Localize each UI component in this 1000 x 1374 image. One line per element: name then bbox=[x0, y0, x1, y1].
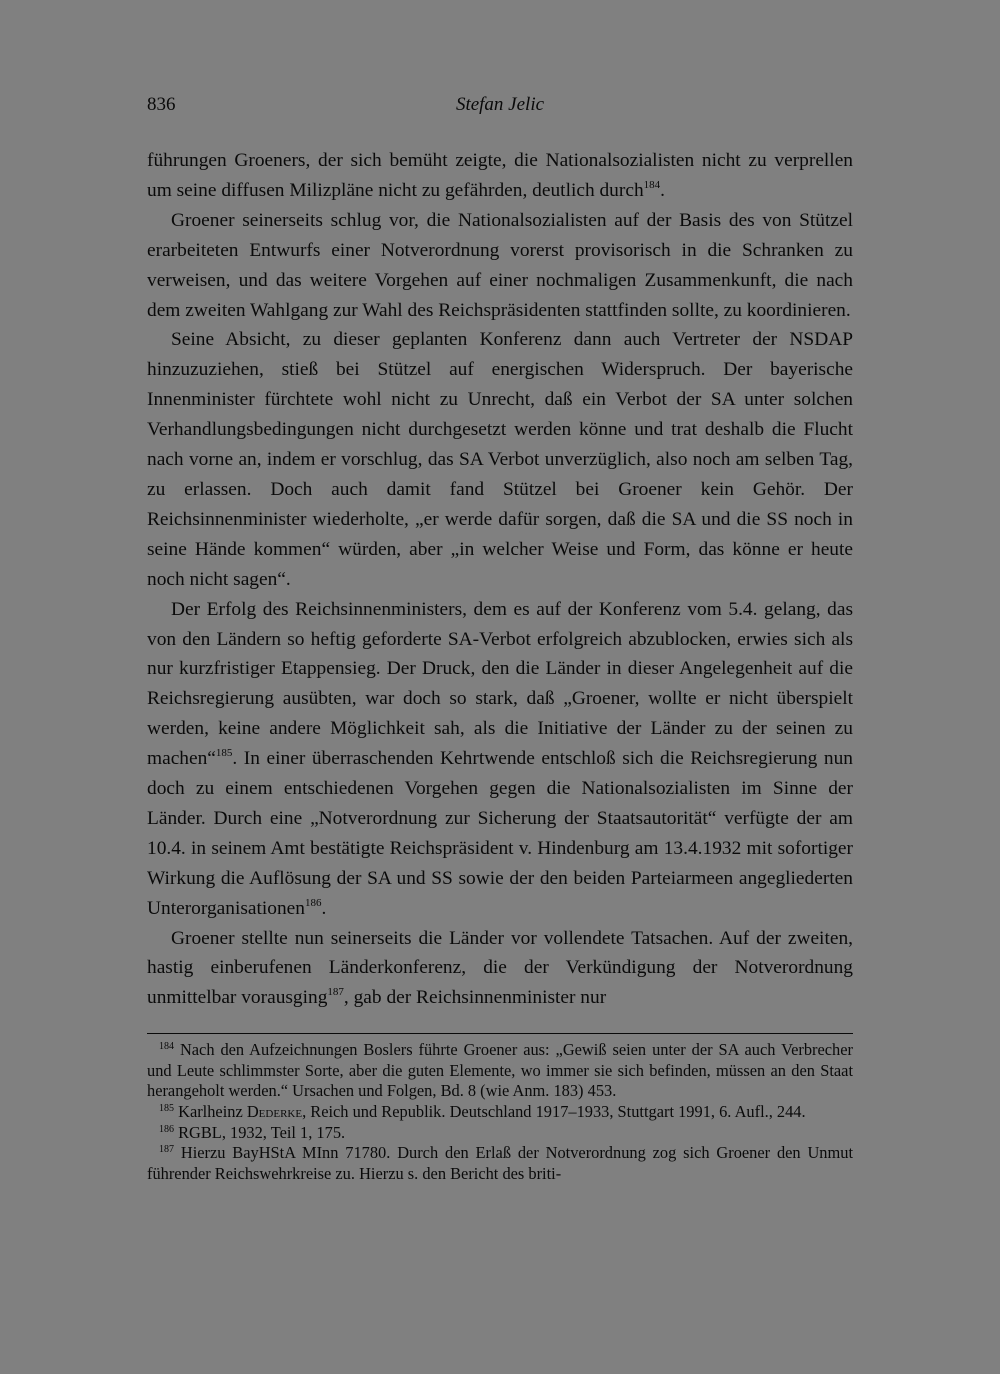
paragraph-4-text: Der Erfolg des Reichsinnenministers, dem es auf der Konferenz vom 5.4. gelang, das von den Ländern so heftig geforderte SA-Verbot erfolgreich abzublocken, erwies sich als nur kurzfristiger Etappensieg. Der Druck, den die Länder in dieser Angelegenheit auf die Reichsregierung ausübten, war doch so stark, daß „Groener, wollte er nicht überspielt werden, keine andere Möglichkeit sah, als die Initiative der Länder zu der seinen zu machen“ bbox=[147, 598, 853, 770]
paragraph-2: Groener seinerseits schlug vor, die Nationalsozialisten auf der Basis des von Stützel erarbeiteten Entwurfs einer Notverordnung vorerst provisorisch in die Schranken zu verweisen, und das weitere Vorgehen auf einer nochmaligen Zusammenkunft, die nach dem zweiten Wahlgang zur Wahl des Reichspräsidenten stattfinden sollte, zu koordinieren. bbox=[147, 209, 853, 321]
footnote-separator bbox=[147, 1033, 853, 1034]
page-number: 836 bbox=[147, 94, 176, 115]
footnote-number: 184 bbox=[159, 1041, 174, 1053]
body-text bbox=[147, 146, 853, 1013]
footnote-ref-185: 185 bbox=[215, 747, 233, 760]
paragraph-1 bbox=[147, 146, 853, 206]
footnote-ref-184: 184 bbox=[643, 178, 661, 191]
footnote-186 bbox=[147, 1123, 853, 1144]
paragraph-4 bbox=[147, 595, 853, 924]
footnote-number: 187 bbox=[159, 1144, 174, 1156]
footnote-author-first: Karlheinz bbox=[178, 1102, 243, 1122]
paragraph-1-text: führungen Groeners, der sich bemüht zeigte, die Nationalsozialisten nicht zu verprellen um seine diffusen Milizpläne nicht zu gefährden, deutlich durch bbox=[147, 150, 853, 201]
paragraph-3: Seine Absicht, zu dieser geplanten Konferenz dann auch Vertreter der NSDAP hinzuzuziehen, stieß bei Stützel auf energischen Widerspruch. Der bayerische Innenminister fürchtete wohl nicht zu Unrecht, daß ein Verbot der SA unter solchen Verhandlungsbedingungen nicht durchgesetzt werden könne und trat deshalb die Flucht nach vorne an, indem er vorschlug, das SA Verbot unverzüglich, also noch am selben Tag, zu erlassen. Doch auch damit fand Stützel bei Groener kein Gehör. Der Reichsinnenminister wiederholte, „er werde dafür sorgen, daß die SA und die SS noch in seine Hände kommen“ würden, aber „in welcher Weise und Form, das könne er heute noch nicht sagen“. bbox=[147, 329, 853, 590]
footnote-text: Hierzu BayHStA MInn 71780. Durch den Erlaß der Notverordnung zog sich Groener den Unmut führender Reichswehrkreise zu. Hierzu s. den Bericht des briti- bbox=[147, 1143, 853, 1183]
paragraph-4-text-2: . In einer überraschenden Kehrtwende entschloß sich die Reichsregierung nun doch zu einem entschiedenen Vorgehen gegen die Nationalsozialisten im Sinne der Länder. Durch eine „Notverordnung zur Sicherung der Staatsautorität“ verfügte der am 10.4. in seinem Amt bestätigte Reichspräsident v. Hindenburg am 13.4.1932 mit sofortiger Wirkung die Auflösung der SA und SS sowie der den beiden Parteiarmeen angegliederten Unterorganisationen bbox=[147, 748, 853, 919]
footnote-number: 186 bbox=[159, 1123, 174, 1135]
paragraph-5-text: Groener stellte nun seinerseits die Länder vor vollendete Tatsachen. Auf der zweiten, hastig einberufenen Länderkonferenz, die der Verkündigung der Notverordnung unmittelbar vorausging bbox=[147, 927, 853, 1009]
footnote-184 bbox=[147, 1040, 853, 1102]
paragraph-4-end: . bbox=[321, 897, 327, 919]
paragraph-5-text-2: , gab der Reichsinnenminister nur bbox=[343, 987, 607, 1009]
footnote-text: RGBL, 1932, Teil 1, 175. bbox=[178, 1122, 346, 1142]
paragraph-5 bbox=[147, 924, 853, 1014]
footnote-author-last: Dederke bbox=[246, 1102, 303, 1122]
running-head: Stefan Jelic bbox=[455, 94, 545, 115]
paragraph-1-end: . bbox=[660, 179, 665, 201]
footnotes bbox=[147, 1040, 853, 1184]
footnote-185 bbox=[147, 1102, 853, 1123]
page-header bbox=[147, 94, 853, 122]
footnote-ref-187: 187 bbox=[327, 986, 344, 999]
footnote-text: Nach den Aufzeichnungen Boslers führte Groener aus: „Gewiß seien unter der SA auch Verbrecher und Leute schlimmster Sorte, aber die guten Elemente, wo immer sie sich befinden, müssen an den Staat herangeholt werden.“ Ursachen und Folgen, Bd. 8 (wie Anm. 183) 453. bbox=[147, 1040, 853, 1101]
footnote-187 bbox=[147, 1143, 853, 1184]
footnote-text: , Reich und Republik. Deutschland 1917–1933, Stuttgart 1991, 6. Aufl., 244. bbox=[302, 1102, 806, 1122]
footnote-ref-186: 186 bbox=[304, 896, 322, 909]
footnote-number: 185 bbox=[159, 1103, 174, 1115]
page bbox=[147, 94, 853, 1184]
